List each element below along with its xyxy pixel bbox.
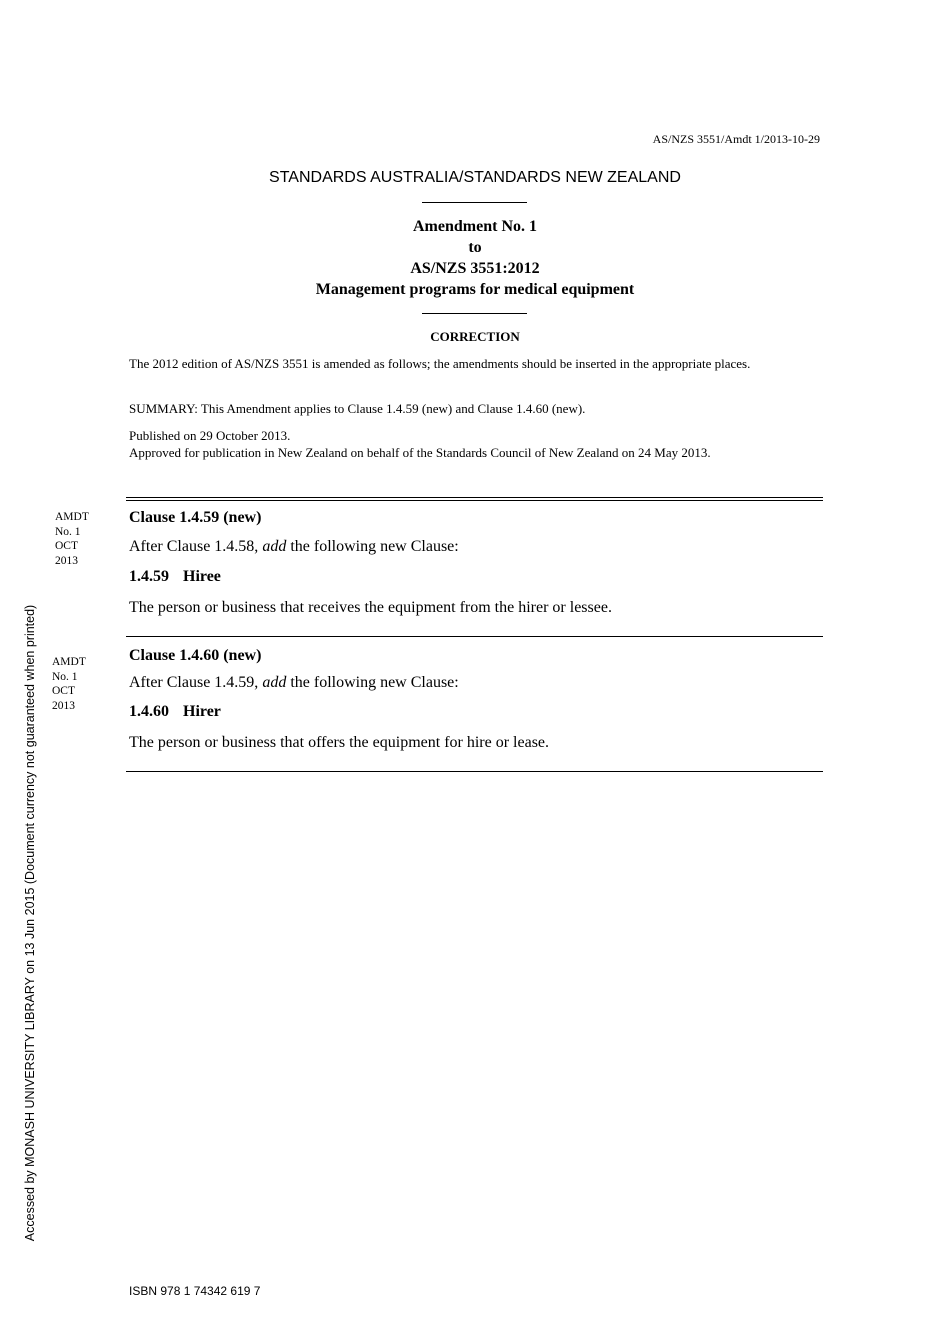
clause-instruction: After Clause 1.4.59, add the following new Clause: [129, 674, 459, 691]
organization-heading: STANDARDS AUSTRALIA/STANDARDS NEW ZEALAND [269, 169, 681, 186]
divider [422, 202, 527, 203]
clause-heading: Clause 1.4.60 (new) [129, 647, 262, 664]
title-line-4: Management programs for medical equipment [315, 281, 635, 298]
amendment-title [0, 216, 950, 300]
divider [126, 636, 823, 637]
title-line-2: to [468, 239, 482, 256]
amendment-margin-note: AMDT No. 1 OCT 2013 [52, 656, 86, 712]
divider [126, 771, 823, 772]
summary: SUMMARY: This Amendment applies to Clause 1.4.59 (new) and Clause 1.4.60 (new). [129, 401, 586, 416]
title-line-3: AS/NZS 3551:2012 [410, 260, 540, 277]
definition-text: The person or business that offers the equipment for hire or lease. [129, 734, 550, 751]
double-divider [126, 497, 823, 501]
correction-label: CORRECTION [430, 329, 520, 344]
definition-text: The person or business that receives the equipment from the hirer or lessee. [129, 599, 612, 616]
edition-note: The 2012 edition of AS/NZS 3551 is amended as follows; the amendments should be inserted in the appropriate places. [129, 356, 751, 371]
divider [422, 313, 527, 314]
published-date: Published on 29 October 2013. [129, 428, 291, 443]
clause-instruction: After Clause 1.4.58, add the following new Clause: [129, 538, 459, 555]
definition-heading: 1.4.60 Hirer [129, 703, 221, 720]
document-reference: AS/NZS 3551/Amdt 1/2013-10-29 [652, 132, 820, 146]
clause-heading: Clause 1.4.59 (new) [129, 509, 262, 526]
access-watermark: Accessed by MONASH UNIVERSITY LIBRARY on 13 Jun 2015 (Document currency not guaranteed when printed) [23, 604, 37, 1242]
amendment-margin-note: AMDT No. 1 OCT 2013 [55, 511, 89, 567]
title-line-1: Amendment No. 1 [413, 218, 537, 235]
isbn: ISBN 978 1 74342 619 7 [129, 1284, 261, 1298]
approval-note: Approved for publication in New Zealand on behalf of the Standards Council of New Zealand on 24 May 2013. [129, 445, 711, 460]
published-note [129, 427, 821, 461]
definition-heading: 1.4.59 Hiree [129, 568, 221, 585]
